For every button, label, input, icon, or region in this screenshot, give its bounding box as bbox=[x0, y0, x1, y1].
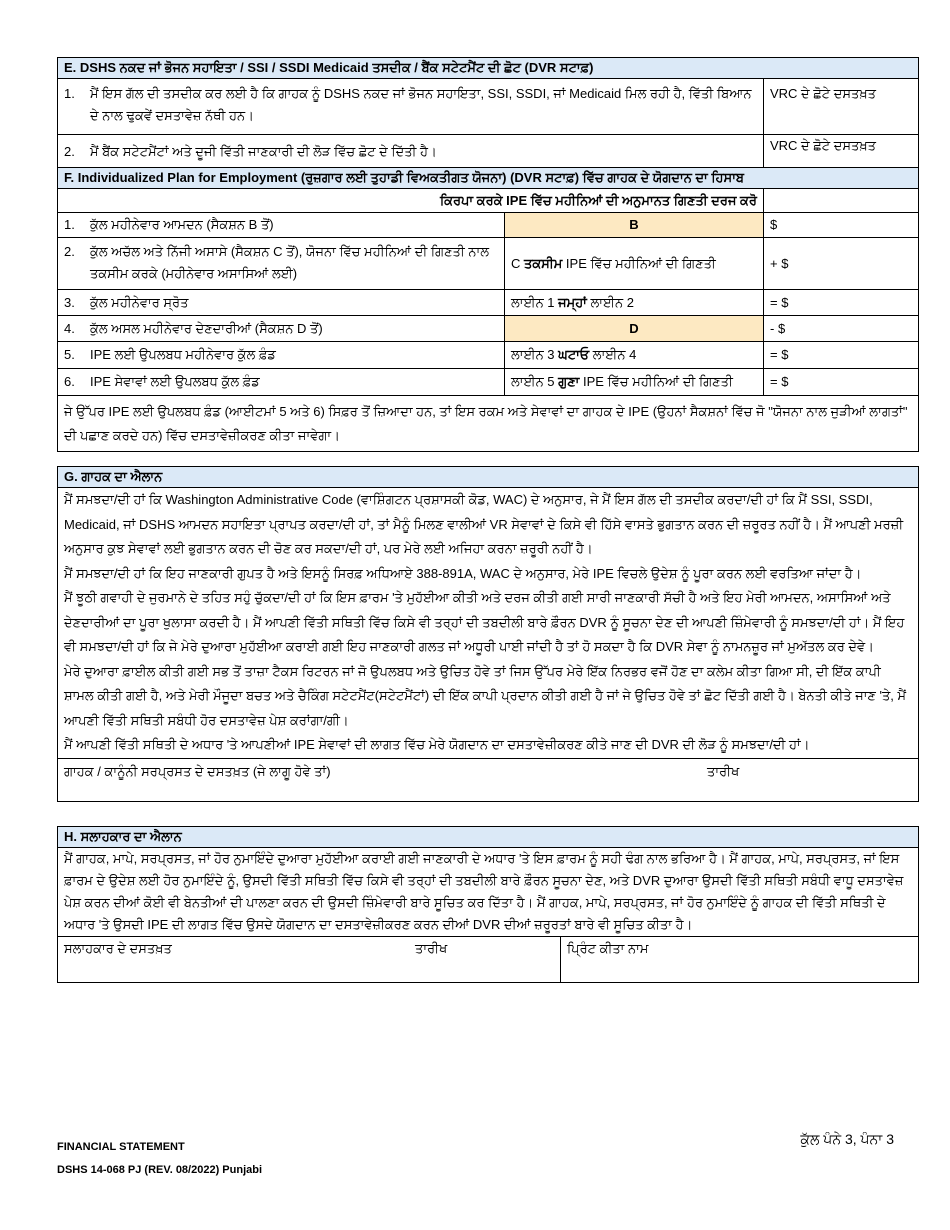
counselor-signature-row bbox=[58, 937, 919, 983]
form-title: FINANCIAL STATEMENT bbox=[57, 1141, 185, 1153]
section-f-label-5: IPE ਲਈ ਉਪਲਬਧ ਮਹੀਨੇਵਾਰ ਕੁੱਲ ਫ਼ੰਡ bbox=[90, 347, 276, 362]
printed-name-field[interactable] bbox=[561, 937, 919, 983]
calc-cell-6: ਲਾਈਨ 5 ਗੁਣਾ IPE ਵਿੱਚ ਮਹੀਨਿਆਂ ਦੀ ਗਿਣਤੀ bbox=[505, 369, 764, 396]
calc-cell-5: ਲਾਈਨ 3 ਘਟਾਓ ਲਾਈਨ 4 bbox=[505, 342, 764, 369]
section-f-heading: F. Individualized Plan for Employment (ਰੁਜ਼ਗਾਰ ਲਈ ਤੁਹਾਡੀ ਵਿਅਕਤੀਗਤ ਯੋਜਨਾ) (DVR ਸਟਾਫ਼) ਵਿੱਚ ਗਾਹਕ ਦੇ ਯੋਗਦਾਨ ਦਾ ਹਿਸਾਬ bbox=[58, 168, 919, 189]
calc-cell-b: B bbox=[505, 213, 764, 238]
ipe-months-instruction: ਕਿਰਪਾ ਕਰਕੇ IPE ਵਿੱਚ ਮਹੀਨਿਆਂ ਦੀ ਅਨੁਮਾਨਤ ਗਿਣਤੀ ਦਰਜ ਕਰੋ bbox=[58, 189, 764, 213]
section-f-row-5: 5. IPE ਲਈ ਉਪਲਬਧ ਮਹੀਨੇਵਾਰ ਕੁੱਲ ਫ਼ੰਡ ਲਾਈਨ 3 ਘਟਾਓ ਲਾਈਨ 4 = $ bbox=[58, 342, 919, 369]
form-table-e-f bbox=[57, 57, 919, 452]
footer-left bbox=[57, 1136, 262, 1182]
section-f-note: ਜੇ ਉੱਪਰ IPE ਲਈ ਉਪਲਬਧ ਫ਼ੰਡ (ਆਈਟਮਾਂ 5 ਅਤੇ 6) ਸਿਫ਼ਰ ਤੋਂ ਜ਼ਿਆਦਾ ਹਨ, ਤਾਂ ਇਸ ਰਕਮ ਅਤੇ ਸੇਵਾਵਾਂ ਦਾ ਗਾਹਕ ਦੇ IPE (ਉਹਨਾਂ ਸੈਕਸ਼ਨਾਂ ਵਿੱਚ ਜੋ "ਯੋਜਨਾ ਨਾਲ ਜੁੜੀਆਂ ਲਾਗਤਾਂ" ਦੀ ਪਛਾਣ ਕਰਦੇ ਹਨ) ਵਿੱਚ ਦਸਤਾਵੇਜ਼ੀਕਰਣ ਕੀਤਾ ਜਾਵੇਗਾ। bbox=[58, 396, 919, 452]
amount-field-4[interactable]: - $ bbox=[764, 316, 919, 342]
calc-cell-2: C ਤਕਸੀਮ IPE ਵਿੱਚ ਮਹੀਨਿਆਂ ਦੀ ਗਿਣਤੀ bbox=[505, 238, 764, 290]
client-signature-label: ਗਾਹਕ / ਕਾਨੂੰਨੀ ਸਰਪ੍ਰਸਤ ਦੇ ਦਸਤਖ਼ਤ (ਜੇ ਲਾਗੂ ਹੋਵੇ ਤਾਂ) bbox=[64, 763, 331, 779]
client-declaration-paragraph-5: ਮੈਂ ਆਪਣੀ ਵਿੱਤੀ ਸਥਿਤੀ ਦੇ ਅਧਾਰ 'ਤੇ ਆਪਣੀਆਂ IPE ਸੇਵਾਵਾਂ ਦੀ ਲਾਗਤ ਵਿੱਚ ਮੇਰੇ ਯੋਗਦਾਨ ਦਾ ਦਸਤਾਵੇਜ਼ੀਕਰਣ ਕੀਤੇ ਜਾਣ ਦੀ DVR ਦੀ ਲੋੜ ਨੂੰ ਸਮਝਦਾ/ਦੀ ਹਾਂ। bbox=[64, 737, 810, 752]
section-f-label-6: IPE ਸੇਵਾਵਾਂ ਲਈ ਉਪਲਬਧ ਕੁੱਲ ਫ਼ੰਡ bbox=[90, 374, 260, 389]
form-table-h bbox=[57, 826, 919, 983]
calc-cell-d: D bbox=[505, 316, 764, 342]
client-date-label: ਤਾਰੀਖ bbox=[707, 763, 740, 779]
section-e-heading: E. DSHS ਨਕਦ ਜਾਂ ਭੋਜਨ ਸਹਾਇਤਾ / SSI / SSDI Medicaid ਤਸਦੀਕ / ਬੈਂਕ ਸਟੇਟਮੈਂਟ ਦੀ ਛੋਟ (DVR ਸਟਾਫ਼) bbox=[58, 58, 919, 79]
section-f-label-1: ਕੁੱਲ ਮਹੀਨੇਵਾਰ ਆਮਦਨ (ਸੈਕਸ਼ਨ B ਤੋਂ) bbox=[90, 217, 274, 232]
section-e-row-1: 1. ਮੈਂ ਇਸ ਗੱਲ ਦੀ ਤਸਦੀਕ ਕਰ ਲਈ ਹੈ ਕਿ ਗਾਹਕ ਨੂੰ DSHS ਨਕਦ ਜਾਂ ਭੋਜਨ ਸਹਾਇਤਾ, SSI, SSDI, ਜਾਂ Medicaid ਮਿਲ ਰਹੀ ਹੈ, ਵਿੱਤੀ ਬਿਆਨ ਦੇ ਨਾਲ ਢੁਕਵੇਂ ਦਸਤਾਵੇਜ਼ ਨੱਥੀ ਹਨ। VRC ਦੇ ਛੋਟੇ ਦਸਤਖ਼ਤ bbox=[58, 79, 919, 135]
counselor-signature-field[interactable] bbox=[58, 937, 561, 983]
form-table-g bbox=[57, 466, 919, 802]
section-f-label-2: ਕੁੱਲ ਅਚੱਲ ਅਤੇ ਨਿੱਜੀ ਅਸਾਸੇ (ਸੈਕਸ਼ਨ C ਤੋਂ), ਯੋਜਨਾ ਵਿੱਚ ਮਹੀਨਿਆਂ ਦੀ ਗਿਣਤੀ ਨਾਲ ਤਕਸੀਮ ਕਰਕੇ (ਮਹੀਨੇਵਾਰ ਅਸਾਸਿਆਂ ਲਈ) bbox=[90, 244, 490, 281]
section-f-row-2: 2. ਕੁੱਲ ਅਚੱਲ ਅਤੇ ਨਿੱਜੀ ਅਸਾਸੇ (ਸੈਕਸ਼ਨ C ਤੋਂ), ਯੋਜਨਾ ਵਿੱਚ ਮਹੀਨਿਆਂ ਦੀ ਗਿਣਤੀ ਨਾਲ ਤਕਸੀਮ ਕਰਕੇ (ਮਹੀਨੇਵਾਰ ਅਸਾਸਿਆਂ ਲਈ) C ਤਕਸੀਮ IPE ਵਿੱਚ ਮਹੀਨਿਆਂ ਦੀ ਗਿਣਤੀ + $ bbox=[58, 238, 919, 290]
section-g-body-row bbox=[58, 488, 919, 759]
form-number: DSHS 14-068 PJ (REV. 08/2022) Punjabi bbox=[57, 1164, 263, 1176]
section-f-row-6: 6. IPE ਸੇਵਾਵਾਂ ਲਈ ਉਪਲਬਧ ਕੁੱਲ ਫ਼ੰਡ ਲਾਈਨ 5 ਗੁਣਾ IPE ਵਿੱਚ ਮਹੀਨਿਆਂ ਦੀ ਗਿਣਤੀ = $ bbox=[58, 369, 919, 396]
section-f-note-row bbox=[58, 396, 919, 452]
page-number: ਕੁੱਲ ਪੰਨੇ 3, ਪੰਨਾ 3 bbox=[800, 1131, 894, 1147]
section-g-heading: G. ਗਾਹਕ ਦਾ ਐਲਾਨ bbox=[58, 467, 919, 488]
section-g-header-row bbox=[58, 467, 919, 488]
calc-cell-3: ਲਾਈਨ 1 ਜਮ੍ਹਾਂ ਲਾਈਨ 2 bbox=[505, 290, 764, 316]
client-signature-field[interactable] bbox=[58, 758, 919, 801]
counselor-signature-label: ਸਲਾਹਕਾਰ ਦੇ ਦਸਤਖ਼ਤ bbox=[64, 941, 172, 956]
amount-field-2[interactable]: + $ bbox=[764, 238, 919, 290]
client-declaration-paragraph-2: ਮੈਂ ਸਮਝਦਾ/ਦੀ ਹਾਂ ਕਿ ਇਹ ਜਾਣਕਾਰੀ ਗੁਪਤ ਹੈ ਅਤੇ ਇਸਨੂੰ ਸਿਰਫ਼ ਅਧਿਆਏ 388-891A, WAC ਦੇ ਅਨੁਸਾਰ, ਮੇਰੇ IPE ਵਿਚਲੇ ਉਦੇਸ਼ ਨੂੰ ਪੂਰਾ ਕਰਨ ਲਈ ਵਰਤਿਆ ਜਾਂਦਾ ਹੈ। bbox=[64, 565, 862, 581]
section-e-header-row bbox=[58, 58, 919, 79]
section-f-label-3: ਕੁੱਲ ਮਹੀਨੇਵਾਰ ਸ੍ਰੋਤ bbox=[90, 295, 189, 310]
section-f-row-1: 1. ਕੁੱਲ ਮਹੀਨੇਵਾਰ ਆਮਦਨ (ਸੈਕਸ਼ਨ B ਤੋਂ) B $ bbox=[58, 213, 919, 238]
section-e-item-1-text: ਮੈਂ ਇਸ ਗੱਲ ਦੀ ਤਸਦੀਕ ਕਰ ਲਈ ਹੈ ਕਿ ਗਾਹਕ ਨੂੰ DSHS ਨਕਦ ਜਾਂ ਭੋਜਨ ਸਹਾਇਤਾ, SSI, SSDI, ਜਾਂ Medicaid ਮਿਲ ਰਹੀ ਹੈ, ਵਿੱਤੀ ਬਿਆਨ ਦੇ ਨਾਲ ਢੁਕਵੇਂ ਦਸਤਾਵੇਜ਼ ਨੱਥੀ ਹਨ। bbox=[90, 86, 752, 123]
client-declaration-paragraph-4: ਮੇਰੇ ਦੁਆਰਾ ਫ਼ਾਈਲ ਕੀਤੀ ਗਈ ਸਭ ਤੋਂ ਤਾਜ਼ਾ ਟੈਕਸ ਰਿਟਰਨ ਜਾਂ ਜੋ ਉਪਲਬਧ ਅਤੇ ਉਚਿਤ ਹੋਵੇ ਤਾਂ ਜਿਸ ਉੱਪਰ ਮੇਰੇ ਇੱਕ ਨਿਰਭਰ ਵਜੋਂ ਹੋਣ ਦਾ ਕਲੇਮ ਕੀਤਾ ਗਿਆ ਸੀ, ਦੀ ਇੱਕ ਕਾਪੀ ਸ਼ਾਮਲ ਕੀਤੀ ਗਈ ਹੈ, ਅਤੇ ਮੇਰੀ ਮੌਜੂਦਾ ਬਚਤ ਅਤੇ ਚੈਕਿੰਗ ਸਟੇਟਮੈਂਟ(ਸਟੇਟਮੈਂਟਾਂ) ਦੀ ਇੱਕ ਕਾਪੀ ਪ੍ਰਦਾਨ ਕੀਤੀ ਗਈ ਹੈ ਜਾਂ ਜੇ ਉਚਿਤ ਹੋਵੇ ਤਾਂ ਛੋਟ ਦਿੱਤੀ ਗਈ ਹੈ। ਬੇਨਤੀ ਕੀਤੇ ਜਾਣ 'ਤੇ, ਮੈਂ ਆਪਣੀ ਵਿੱਤੀ ਸਥਿਤੀ ਸਬੰਧੀ ਹੋਰ ਦਸਤਾਵੇਜ਼ ਪੇਸ਼ ਕਰਾਂਗਾ/ਗੀ। bbox=[64, 663, 907, 728]
amount-field-1[interactable]: $ bbox=[764, 213, 919, 238]
section-h-body-row bbox=[58, 848, 919, 937]
section-f-label-4: ਕੁੱਲ ਅਸਲ ਮਹੀਨੇਵਾਰ ਦੇਣਦਾਰੀਆਂ (ਸੈਕਸ਼ਨ D ਤੋਂ) bbox=[90, 321, 323, 336]
section-e-item-2-text: ਮੈਂ ਬੈਂਕ ਸਟੇਟਮੈਂਟਾਂ ਅਤੇ ਦੂਜੀ ਵਿੱਤੀ ਜਾਣਕਾਰੀ ਦੀ ਲੋੜ ਵਿੱਚ ਛੋਟ ਦੇ ਦਿੱਤੀ ਹੈ। bbox=[90, 144, 437, 159]
amount-field-5[interactable]: = $ bbox=[764, 342, 919, 369]
client-declaration-paragraph-1: ਮੈਂ ਸਮਝਦਾ/ਦੀ ਹਾਂ ਕਿ Washington Administrative Code (ਵਾਸ਼ਿੰਗਟਨ ਪ੍ਰਸ਼ਾਸਕੀ ਕੋਡ, WAC) ਦੇ ਅਨੁਸਾਰ, ਜੇ ਮੈਂ ਇਸ ਗੱਲ ਦੀ ਤਸਦੀਕ ਕਰਦਾ/ਦੀ ਹਾਂ ਕਿ ਮੈਂ SSI, SSDI, Medicaid, ਜਾਂ DSHS ਆਮਦਨ ਸਹਾਇਤਾ ਪ੍ਰਾਪਤ ਕਰਦਾ/ਦੀ ਹਾਂ, ਤਾਂ ਮੈਨੂੰ ਮਿਲਣ ਵਾਲੀਆਂ VR ਸੇਵਾਵਾਂ ਦੇ ਕਿਸੇ ਵੀ ਹਿੱਸੇ ਵਾਸਤੇ ਭੁਗਤਾਨ ਕਰਨ ਦੀ ਜ਼ਰੂਰਤ ਨਹੀਂ ਹੈ। ਮੈਂ ਆਪਣੀ ਮਰਜ਼ੀ ਅਨੁਸਾਰ ਕੁਝ ਸੇਵਾਵਾਂ ਲਈ ਭੁਗਤਾਨ ਕਰਨ ਦੀ ਚੋਣ ਕਰ ਸਕਦਾ/ਦੀ ਹਾਂ, ਪਰ ਮੇਰੇ ਲਈ ਅਜਿਹਾ ਕਰਨਾ ਜ਼ਰੂਰੀ ਨਹੀਂ ਹੈ। bbox=[64, 492, 904, 556]
section-f-instruction-row bbox=[58, 189, 919, 213]
vrc-initials-2[interactable]: VRC ਦੇ ਛੋਟੇ ਦਸਤਖ਼ਤ bbox=[764, 135, 919, 168]
client-declaration-paragraph-3: ਮੈਂ ਝੂਠੀ ਗਵਾਹੀ ਦੇ ਜੁਰਮਾਨੇ ਦੇ ਤਹਿਤ ਸਹੁੰ ਚੁੱਕਦਾ/ਦੀ ਹਾਂ ਕਿ ਇਸ ਫ਼ਾਰਮ 'ਤੇ ਮੁਹੱਈਆ ਕੀਤੀ ਅਤੇ ਦਰਜ ਕੀਤੀ ਗਈ ਸਾਰੀ ਜਾਣਕਾਰੀ ਸੱਚੀ ਹੈ ਅਤੇ ਇਹ ਮੇਰੀ ਆਮਦਨ, ਅਸਾਸਿਆਂ ਅਤੇ ਦੇਣਦਾਰੀਆਂ ਦਾ ਪੂਰਾ ਖੁਲਾਸਾ ਕਰਦੀ ਹੈ। ਮੈਂ ਆਪਣੀ ਵਿੱਤੀ ਸਥਿਤੀ ਵਿੱਚ ਕਿਸੇ ਵੀ ਤਰ੍ਹਾਂ ਦੀ ਤਬਦੀਲੀ ਬਾਰੇ ਫ਼ੌਰਨ DVR ਨੂੰ ਸੂਚਨਾ ਦੇਣ ਦੀ ਆਪਣੀ ਜ਼ਿੰਮੇਵਾਰੀ ਨੂੰ ਸਮਝਦਾ/ਦੀ ਹਾਂ। ਮੈਂ ਇਹ ਵੀ ਸਮਝਦਾ/ਦੀ ਹਾਂ ਕਿ ਜੇ ਮੇਰੇ ਦੁਆਰਾ ਮੁਹੱਈਆ ਕਰਾਈ ਗਈ ਇਹ ਜਾਣਕਾਰੀ ਗਲਤ ਜਾਂ ਅਧੂਰੀ ਪਾਈ ਜਾਂਦੀ ਹੈ ਤਾਂ ਹੋ ਸਕਦਾ ਹੈ ਕਿ DVR ਸੇਵਾ ਨੂੰ ਨਾਮਨਜ਼ੂਰ ਜਾਂ ਮੁਅੱਤਲ ਕਰ ਦੇਵੇ। bbox=[64, 590, 905, 654]
counselor-declaration-paragraph: ਮੈਂ ਗਾਹਕ, ਮਾਪੇ, ਸਰਪ੍ਰਸਤ, ਜਾਂ ਹੋਰ ਨੁਮਾਇੰਦੇ ਦੁਆਰਾ ਮੁਹੱਈਆ ਕਰਾਈ ਗਈ ਜਾਣਕਾਰੀ ਦੇ ਅਧਾਰ 'ਤੇ ਇਸ ਫ਼ਾਰਮ ਨੂੰ ਸਹੀ ਢੰਗ ਨਾਲ ਭਰਿਆ ਹੈ। ਮੈਂ ਗਾਹਕ, ਮਾਪੇ, ਸਰਪ੍ਰਸਤ, ਜਾਂ ਇਸ ਫ਼ਾਰਮ ਦੇ ਉਦੇਸ਼ ਲਈ ਹੋਰ ਨੁਮਾਇੰਦੇ ਨੂੰ, ਉਸਦੀ ਵਿੱਤੀ ਸਥਿਤੀ ਵਿੱਚ ਕਿਸੇ ਵੀ ਤਰ੍ਹਾਂ ਦੀ ਤਬਦੀਲੀ ਬਾਰੇ ਫ਼ੌਰਨ ਸੂਚਨਾ ਦੇਣ, ਅਤੇ DVR ਦੁਆਰਾ ਉਸਦੀ ਵਿੱਤੀ ਸਥਿਤੀ ਸਬੰਧੀ ਵਾਧੂ ਦਸਤਾਵੇਜ਼ ਪੇਸ਼ ਕਰਨ ਦੀਆਂ ਕੋਈ ਵੀ ਬੇਨਤੀਆਂ ਦੀ ਪਾਲਣਾ ਕਰਨ ਦੀ ਉਸਦੀ ਜ਼ਿੰਮੇਵਾਰੀ ਬਾਰੇ ਸੂਚਿਤ ਕਰ ਦਿੱਤਾ ਹੈ। ਮੈਂ ਗਾਹਕ, ਮਾਪੇ, ਸਰਪ੍ਰਸਤ, ਜਾਂ ਹੋਰ ਨੁਮਾਇੰਦੇ ਨੂੰ ਗਾਹਕ ਦੀ ਵਿੱਤੀ ਸਥਿਤੀ ਦੇ ਅਧਾਰ 'ਤੇ ਉਸਦੀ IPE ਦੀ ਲਾਗਤ ਵਿੱਚ ਉਸਦੇ ਯੋਗਦਾਨ ਦਾ ਦਸਤਾਵੇਜ਼ੀਕਰਣ ਕਰਨ ਦੀਆਂ DVR ਦੀਆਂ ਜ਼ਰੂਰਤਾਂ ਬਾਰੇ ਵੀ ਸੂਚਿਤ ਕੀਤਾ ਹੈ। bbox=[58, 848, 919, 937]
section-f-row-3: 3. ਕੁੱਲ ਮਹੀਨੇਵਾਰ ਸ੍ਰੋਤ ਲਾਈਨ 1 ਜਮ੍ਹਾਂ ਲਾਈਨ 2 = $ bbox=[58, 290, 919, 316]
section-h-heading: H. ਸਲਾਹਕਾਰ ਦਾ ਐਲਾਨ bbox=[58, 827, 919, 848]
amount-field-6[interactable]: = $ bbox=[764, 369, 919, 396]
counselor-date-label: ਤਾਰੀਖ bbox=[415, 941, 448, 956]
vrc-initials-1[interactable]: VRC ਦੇ ਛੋਟੇ ਦਸਤਖ਼ਤ bbox=[764, 79, 919, 135]
section-f-row-4: 4. ਕੁੱਲ ਅਸਲ ਮਹੀਨੇਵਾਰ ਦੇਣਦਾਰੀਆਂ (ਸੈਕਸ਼ਨ D ਤੋਂ) D - $ bbox=[58, 316, 919, 342]
section-f-header-row bbox=[58, 168, 919, 189]
client-signature-row bbox=[58, 758, 919, 801]
section-h-header-row bbox=[58, 827, 919, 848]
section-e-row-2: 2. ਮੈਂ ਬੈਂਕ ਸਟੇਟਮੈਂਟਾਂ ਅਤੇ ਦੂਜੀ ਵਿੱਤੀ ਜਾਣਕਾਰੀ ਦੀ ਲੋੜ ਵਿੱਚ ਛੋਟ ਦੇ ਦਿੱਤੀ ਹੈ। VRC ਦੇ ਛੋਟੇ ਦਸਤਖ਼ਤ bbox=[58, 135, 919, 168]
amount-field-3[interactable]: = $ bbox=[764, 290, 919, 316]
printed-name-label: ਪ੍ਰਿੰਟ ਕੀਤਾ ਨਾਮ bbox=[567, 941, 649, 956]
ipe-months-input[interactable] bbox=[764, 189, 919, 213]
